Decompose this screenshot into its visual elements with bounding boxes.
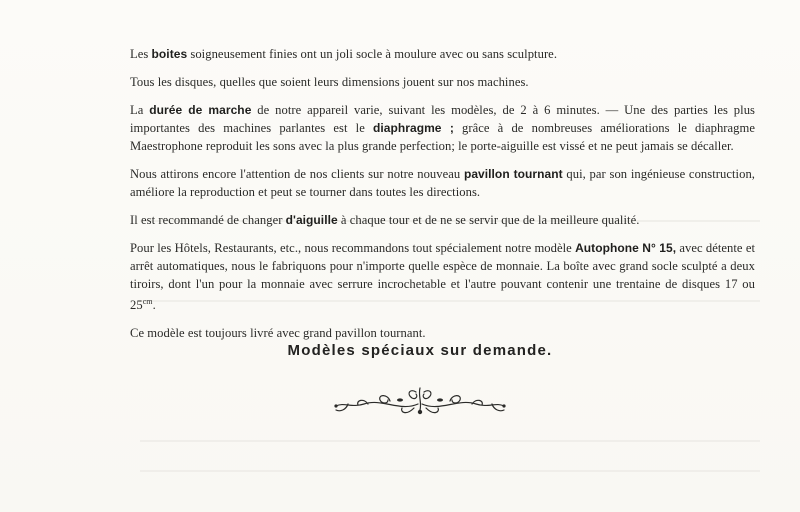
floral-vignette-ornament-icon (330, 382, 510, 422)
emphasized-term: pavillon tournant (463, 167, 563, 181)
paragraph (130, 101, 755, 155)
emphasized-term: boites (151, 47, 188, 61)
paragraph-text: cm (142, 297, 153, 306)
paragraph-text: La (130, 103, 150, 117)
paragraph (130, 165, 755, 201)
paragraph-text: de notre appareil varie, suivant les modèles, de 2 à 6 minutes. — Une des parties les plus importantes des machines parlantes est le (130, 103, 755, 135)
paragraph-text: Ce modèle est toujours livré avec grand pavillon tournant. (130, 326, 426, 341)
show-through-line (140, 470, 760, 472)
emphasized-term: d'aiguille (285, 213, 338, 227)
paragraph (130, 324, 755, 342)
paragraph-text: Tous les disques, quelles que soient leurs dimensions jouent sur nos machines. (130, 75, 529, 89)
paragraph (130, 73, 755, 91)
paragraph-text: grâce à de nombreuses améliorations le diaphragme Maestrophone reproduit les sons avec la plus grande perfection; le porte-aiguille est vissé et ne peut jamais se décaller. (130, 121, 756, 153)
section-heading: Modèles spéciaux sur demande. (287, 342, 553, 359)
paragraph (130, 239, 755, 314)
paragraph-text: . (152, 298, 156, 313)
paragraph-text: avec détente et arrêt automatiques, nous le fabriquons pour n'importe quelle espèce de monnaie. La boîte avec grand socle sculpté a deux tiroirs, dont l'un pour la monnaie avec serrure incrochetable et l'autre pouvant contenir une trentaine de disques 17 ou 25 (130, 241, 756, 313)
emphasized-term: Autophone N° 15, (575, 241, 677, 255)
emphasized-term: diaphragme ; (373, 121, 454, 135)
paragraph-text: Nous attirons encore l'attention de nos clients sur notre nouveau (130, 167, 464, 181)
paragraph-text: à chaque tour et de ne se servir que de la meilleure qualité. (337, 213, 640, 227)
paragraph-text: Pour les Hôtels, Restaurants, etc., nous recommandons tout spécialement notre modèle (130, 241, 576, 255)
paragraph (130, 211, 755, 229)
paragraph-text: qui, par son ingénieuse construction, améliore la reproduction et peut se tourner dans toutes les directions. (130, 167, 755, 199)
paragraph-text: Il est recommandé de changer (130, 213, 286, 227)
show-through-line (140, 440, 760, 442)
paragraph-text: soigneusement finies ont un joli socle à moulure avec ou sans sculpture. (187, 47, 558, 61)
paragraph (130, 45, 755, 63)
body-text (130, 45, 755, 352)
paragraph-text: Les (130, 47, 152, 61)
emphasized-term: durée de marche (149, 103, 252, 117)
